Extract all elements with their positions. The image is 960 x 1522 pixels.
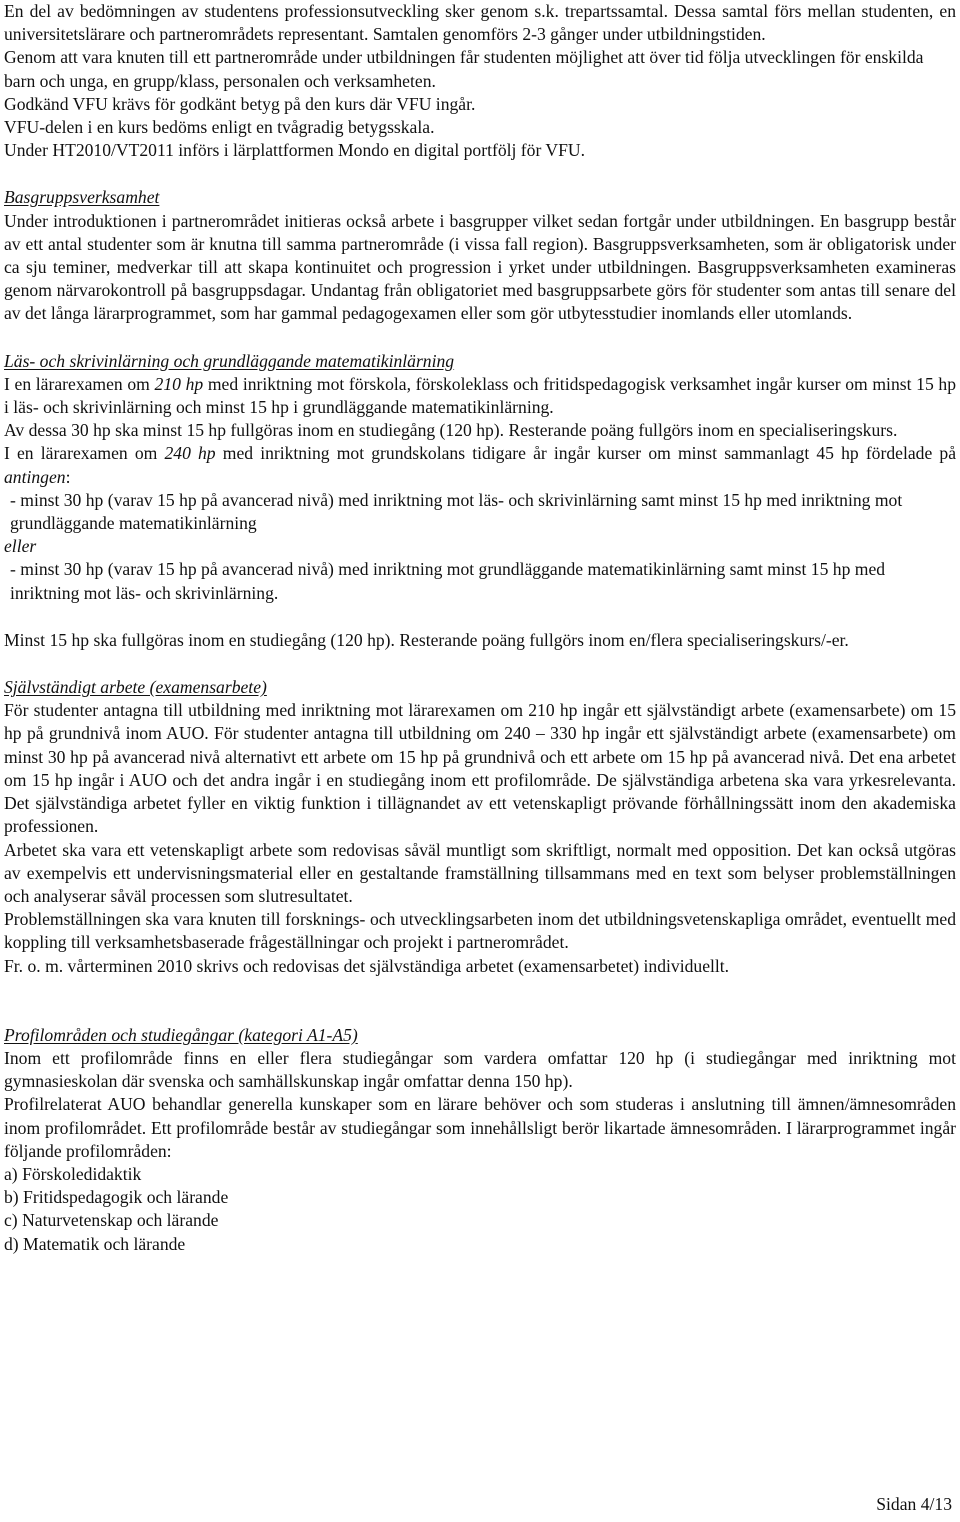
section-heading-sjalv: Självständigt arbete (examensarbete) [4, 677, 267, 698]
sjalv-paragraph-1: För studenter antagna till utbildning med inriktning mot lärarexamen om 210 hp ingår ett självständigt arbete (examensarbete) om 15 hp på grundnivå inom AUO. För studenter antagna till utbildning om 240 – 330 hp ingår ett självständigt arbete (examensarbete) om minst 30 hp på avancerad nivå alternativt ett arbete om 15 hp på grundnivå och ett arbete om 15 hp på avancerad nivå. Det ena arbetet om 15 hp ingår i AUO och det andra ingår i en studiegång inom ett profilområde. De självständiga arbetena ska vara yrkesrelevanta. Det självständiga arbetet fyller en viktig funktion i tillägnandet av ett vetenskapligt prövande förhållningssätt inom den akademiska professionen. [4, 700, 956, 837]
spacer [4, 652, 956, 676]
intro-paragraph-1: En del av bedömningen av studentens professionsutveckling sker genom s.k. trepartssamtal. Dessa samtal förs mellan studenten, en universitetslärare och partnerområdets representant. Samtalen genomförs 2-3 gånger under utbildningstiden. [4, 1, 956, 45]
sjalv-paragraph-2: Arbetet ska vara ett vetenskapligt arbete som redovisas såväl muntligt som skriftligt, normalt med opposition. Det kan också utgöras av exempelvis ett undervisningsmaterial eller en gestaltande framställning tillsammans med en text som belyser problemställningen och analyserar såväl processen som slutresultatet. [4, 839, 956, 906]
las-p1-a: I en lärarexamen om [4, 373, 155, 394]
las-eller: eller [4, 536, 37, 557]
las-p3-b: med inriktning mot grundskolans tidigare år ingår kurser om minst sammanlagt 45 hp fördelade på [215, 443, 956, 464]
profil-paragraph-1: Inom ett profilområde finns en eller flera studiegångar som vardera omfattar 120 hp (i studiegångar med inriktning mot gymnasieskolan där svenska och samhällskunskap ingår omfattar denna 150 hp). [4, 1047, 956, 1092]
las-paragraph-3 [4, 442, 956, 488]
sjalv-paragraph-4: Fr. o. m. vårterminen 2010 skrivs och redovisas det självständiga arbetet (examensarbetet) individuellt. [4, 955, 730, 976]
spacer [4, 162, 956, 186]
las-p1-hp: 210 hp [154, 373, 204, 394]
intro-paragraph-3: Godkänd VFU krävs för godkänt betyg på den kurs där VFU ingår. [4, 93, 476, 114]
spacer [4, 605, 956, 629]
las-p3-c: : [65, 466, 71, 487]
page-content [4, 0, 956, 1256]
las-option-1: - minst 30 hp (varav 15 hp på avancerad nivå) med inriktning mot läs- och skrivinlärning samt minst 15 hp med inriktning mot grundläggande matematikinlärning [10, 489, 903, 534]
intro-paragraph-2: Genom att vara knuten till ett partnerområde under utbildningen får studenten möjlighet att över tid följa utvecklingen för enskilda barn och unga, en grupp/klass, personalen och verksamheten. [4, 47, 924, 91]
las-p3-hp: 240 hp [164, 443, 216, 464]
profil-list-item: a) Förskoledidaktik [4, 1163, 142, 1184]
profil-list-item: d) Matematik och lärande [4, 1233, 186, 1254]
las-p1-b: med inriktning mot förskola, förskoleklass och fritidspedagogisk verksamhet ingår kurser om minst 15 hp i läs- och skrivinlärning och minst 15 hp i grundläggande matematikinlärning. [4, 373, 956, 418]
spacer [4, 326, 956, 350]
las-paragraph-4: Minst 15 hp ska fullgöras inom en studiegång (120 hp). Resterande poäng fullgörs inom en/flera specialiseringskurs/-er. [4, 629, 849, 650]
intro-paragraph-5: Under HT2010/VT2011 införs i lärplattformen Mondo en digital portfölj för VFU. [4, 140, 585, 161]
basgrupp-paragraph: Under introduktionen i partnerområdet initieras också arbete i basgrupper vilket sedan fortgår under utbildningen. En basgrupp består av ett antal studenter som är knutna till samma partnerområde (i vissa fall region). Basgruppsverksamheten, som är obligatorisk under ca sju teminer, medverkar till att skapa kontinuitet och progression i yrket under utbildningen. Basgruppsverksamheten examineras genom närvarokontroll på basgruppsdagar. Undantag från obligatoriet med basgruppsarbete görs för studenter som antas till senare del av det långa lärarprogrammet, som har gammal pedagogexamen eller som gör utbytesstudier inomlands eller utomlands. [4, 210, 956, 324]
las-p3-antingen: antingen [4, 466, 66, 487]
section-heading-las: Läs- och skrivinlärning och grundläggande matematikinlärning [4, 350, 455, 371]
las-p3-a: I en lärarexamen om [4, 443, 165, 464]
sjalv-paragraph-3: Problemställningen ska vara knuten till forsknings- och utvecklingsarbeten inom det utbildningsvetenskapliga området, eventuellt med koppling till verksamhetsbaserade frågeställningar och projekt i partnerområdet. [4, 909, 956, 953]
las-paragraph-2: Av dessa 30 hp ska minst 15 hp fullgöras inom en studiegång (120 hp). Resterande poäng fullgörs inom en specialiseringskurs. [4, 420, 898, 441]
intro-paragraph-4: VFU-delen i en kurs bedöms enligt en tvågradig betygsskala. [4, 117, 435, 138]
las-paragraph-1 [4, 373, 956, 419]
section-heading-profil: Profilområden och studiegångar (kategori A1-A5) [4, 1024, 358, 1045]
spacer [4, 978, 956, 1024]
las-option-2: - minst 30 hp (varav 15 hp på avancerad nivå) med inriktning mot grundläggande matematikinlärning samt minst 15 hp med inriktning mot läs- och skrivinlärning. [10, 559, 886, 603]
page-number: Sidan 4/13 [876, 1494, 952, 1514]
profil-list-item: b) Fritidspedagogik och lärande [4, 1187, 229, 1208]
profil-paragraph-2: Profilrelaterat AUO behandlar generella kunskaper som en lärare behöver och som studeras i anslutning till ämnen/ämnesområden inom profilområdet. Ett profilområde består av studiegångar som innehållsligt berör likartade ämnesområden. I lärarprogrammet ingår följande profilområden: [4, 1094, 956, 1161]
profil-list-item: c) Naturvetenskap och lärande [4, 1210, 219, 1231]
section-heading-basgrupp: Basgruppsverksamhet [4, 187, 160, 208]
